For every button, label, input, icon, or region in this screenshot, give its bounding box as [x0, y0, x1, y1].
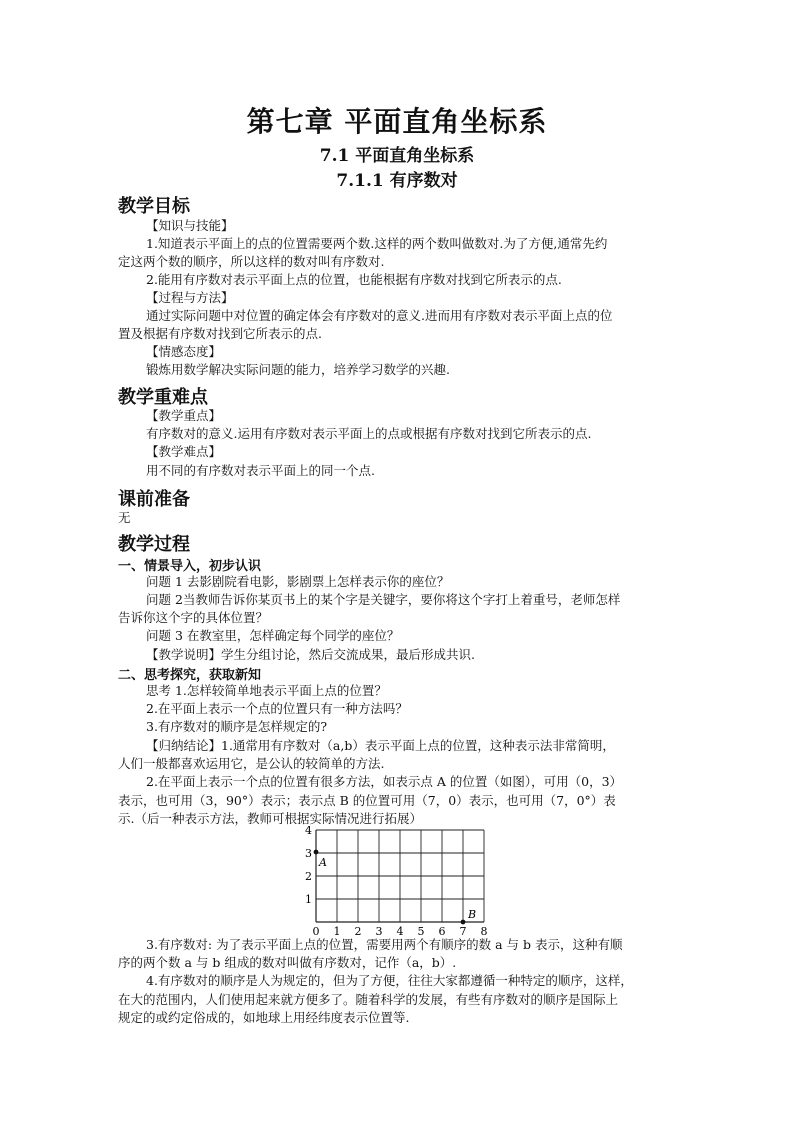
x-tick-label: 7 [459, 925, 467, 938]
attitude-line: 锻炼用数学解决实际问题的能力，培养学习数学的兴趣. [146, 362, 450, 377]
knowledge-line-1b: 定这两个数的顺序，所以这样的数对叫有序数对. [118, 254, 385, 269]
conclusion-4c: 规定的或约定俗成的，如地球上用经纬度表示位置等. [118, 1010, 410, 1025]
teaching-note: 【教学说明】学生分组讨论，然后交流成果，最后形成共识. [146, 647, 475, 662]
conclusion-1b: 人们一般都喜欢运用它，是公认的较简单的方法. [118, 756, 385, 771]
question-2a: 问题 2当教师告诉你某页书上的某个字是关键字，要你将这个字打上着重号，老师怎样 [146, 592, 621, 607]
focus-line: 有序数对的意义.运用有序数对表示平面上的点或根据有序数对找到它所表示的点. [146, 426, 592, 441]
question-3: 问题 3 在教室里，怎样确定每个同学的座位？ [146, 628, 400, 643]
point-b-dot [461, 920, 466, 925]
process-tag: 【过程与方法】 [146, 290, 234, 305]
difficulty-tag: 【教学难点】 [146, 444, 222, 459]
attitude-tag: 【情感态度】 [146, 344, 222, 359]
process-line-a: 通过实际问题中对位置的确定体会有序数对的意义.进而用有序数对表示平面上点的位 [146, 308, 613, 323]
think-3: 3.有序数对的顺序是怎样规定的? [146, 719, 328, 734]
y-tick-label: 4 [305, 826, 312, 837]
conclusion-4b: 在大的范围内，人们使用起来就方便多了。随着科学的发展，有些有序数对的顺序是国际上 [118, 992, 619, 1007]
conclusion-1a: 【归纳结论】1.通常用有序数对（a,b）表示平面上点的位置，这种表示法非常简明， [146, 738, 615, 753]
preparation-heading: 课前准备 [118, 489, 190, 510]
conclusion-2a: 2.在平面上表示一个点的位置有很多方法，如表示点 A 的位置（如图），可用（0，3） [146, 774, 623, 789]
process-line-b: 置及根据有序数对找到它所表示的点. [118, 326, 322, 341]
knowledge-line-1a: 1.知道表示平面上的点的位置需要两个数.这样的两个数叫做数对.为了方便,通常先约 [146, 236, 608, 251]
chapter-title: 第七章 平面直角坐标系 [246, 105, 548, 138]
process-heading: 教学过程 [118, 534, 190, 555]
preparation-content: 无 [118, 510, 131, 525]
y-tick-label: 2 [305, 870, 312, 883]
focus-tag: 【教学重点】 [146, 408, 222, 423]
point-b-label: B [468, 908, 477, 921]
conclusion-3b: 序的两个数 a 与 b 组成的数对叫做有序数对，记作（a，b）. [118, 955, 457, 970]
conclusion-4a: 4.有序数对的顺序是人为规定的，但为了方便，往往大家都遵循一种特定的顺序，这样， [146, 973, 633, 988]
knowledge-line-2: 2.能用有序数对表示平面上点的位置，也能根据有序数对找到它所表示的点. [146, 272, 562, 287]
think-1: 思考 1.怎样较简单地表示平面上点的位置？ [146, 683, 387, 698]
conclusion-2c: 示.（后一种表示方法，教师可根据实际情况进行拓展） [118, 811, 422, 826]
x-tick-label: 4 [396, 925, 404, 938]
x-tick-label: 1 [333, 925, 341, 938]
y-axis-labels [305, 826, 312, 906]
part2-title: 二、思考探究，获取新知 [118, 668, 262, 683]
x-tick-label: 6 [438, 925, 446, 938]
question-1: 问题 1 去影剧院看电影，影剧票上怎样表示你的座位？ [146, 574, 450, 589]
think-2: 2.在平面上表示一个点的位置只有一种方法吗？ [146, 701, 408, 716]
difficulty-line: 用不同的有序数对表示平面上的同一个点. [146, 463, 375, 478]
question-2b: 告诉你这个字的具体位置？ [118, 610, 269, 625]
conclusion-3a: 3.有序数对: 为了表示平面上点的位置，需要用两个有顺序的数 a 与 b 表示，这种有顺 [146, 937, 623, 952]
conclusion-2b: 表示，也可用（3，90°）表示；表示点 B 的位置可用（7，0）表示，也可用（7，0°）表 [118, 793, 616, 808]
x-tick-label: 3 [375, 925, 383, 938]
grid-lines [316, 830, 484, 922]
x-tick-label: 5 [417, 925, 425, 938]
x-tick-label: 8 [480, 925, 488, 938]
section-title: 7.1 平面直角坐标系 [319, 146, 475, 166]
subsection-title: 7.1.1 有序数对 [336, 171, 458, 191]
key-points-heading: 教学重难点 [118, 387, 208, 408]
y-tick-label: 1 [305, 893, 312, 906]
part1-title: 一、情景导入，初步认识 [118, 559, 262, 574]
coordinate-grid-figure [300, 826, 500, 938]
y-tick-label: 3 [305, 847, 312, 860]
point-a-label: A [319, 856, 327, 869]
point-a-dot [314, 850, 319, 855]
x-tick-label: 0 [312, 925, 320, 938]
knowledge-tag: 【知识与技能】 [146, 218, 234, 233]
x-tick-label: 2 [354, 925, 362, 938]
objectives-heading: 教学目标 [118, 196, 190, 217]
